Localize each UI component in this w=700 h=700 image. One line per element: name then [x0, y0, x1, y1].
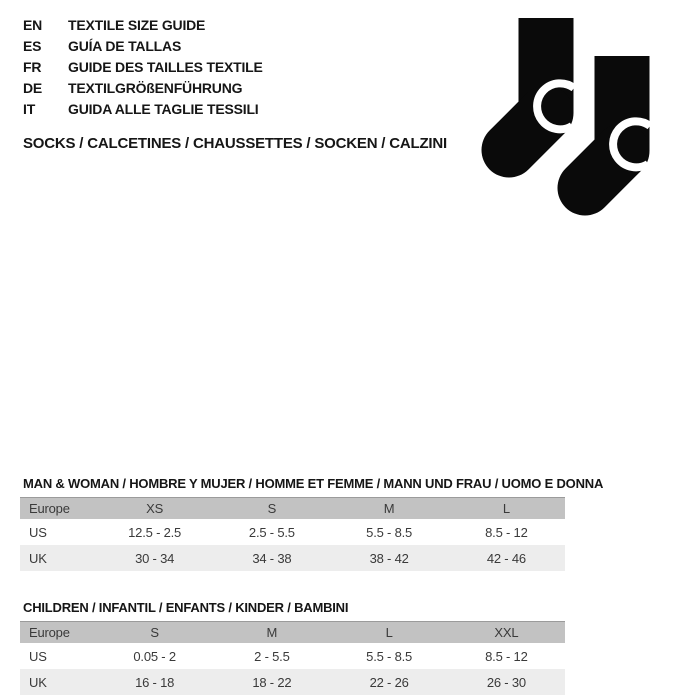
size-cell: 22 - 26	[369, 674, 409, 690]
column-header: Europe	[20, 622, 96, 644]
table-row	[20, 643, 565, 669]
size-cell: 2 - 5.5	[254, 648, 290, 664]
language-label: GUÍA DE TALLAS	[68, 38, 182, 54]
region-cell: US	[29, 524, 47, 540]
size-cell: 34 - 38	[252, 550, 292, 566]
column-header: L	[448, 498, 565, 520]
table-header-row	[20, 498, 565, 520]
language-label: TEXTILGRÖßENFÜHRUNG	[68, 80, 243, 96]
column-header: XXL	[448, 622, 565, 644]
sock-shape-left	[509, 18, 574, 150]
column-header: M	[213, 622, 330, 644]
column-header: Europe	[20, 498, 96, 520]
table-row	[20, 519, 565, 545]
size-cell: 30 - 34	[135, 550, 175, 566]
size-table-adults	[20, 476, 604, 571]
region-cell: US	[29, 648, 47, 664]
language-code: ES	[23, 38, 42, 54]
children-size-table	[20, 621, 565, 695]
language-row	[23, 36, 263, 57]
language-label: GUIDE DES TAILLES TEXTILE	[68, 59, 263, 75]
size-cell: 16 - 18	[135, 674, 175, 690]
column-header: S	[213, 498, 330, 520]
table-header-row	[20, 622, 565, 644]
adults-size-table	[20, 497, 565, 571]
region-cell: UK	[29, 674, 47, 690]
size-cell: 2.5 - 5.5	[248, 524, 295, 540]
column-header: S	[96, 622, 213, 644]
size-cell: 12.5 - 2.5	[128, 524, 182, 540]
language-row	[23, 57, 263, 78]
size-cell: 42 - 46	[486, 550, 526, 566]
sock-shape-right	[585, 56, 650, 188]
language-label: TEXTILE SIZE GUIDE	[68, 17, 206, 33]
region-cell: UK	[29, 550, 47, 566]
table-title-adults: MAN & WOMAN / HOMBRE Y MUJER / HOMME ET FEMME / MANN UND FRAU / UOMO E DONNA	[23, 476, 604, 491]
size-cell: 26 - 30	[486, 674, 526, 690]
column-header: XS	[96, 498, 213, 520]
pair-of-socks-icon	[478, 18, 670, 228]
language-label: GUIDA ALLE TAGLIE TESSILI	[68, 101, 259, 117]
table-row	[20, 669, 565, 695]
table-row	[20, 545, 565, 571]
language-row	[23, 99, 263, 120]
language-code: IT	[23, 101, 36, 117]
size-cell: 38 - 42	[369, 550, 409, 566]
language-row	[23, 15, 263, 36]
size-cell: 8.5 - 12	[485, 648, 528, 664]
language-code: FR	[23, 59, 42, 75]
language-block	[23, 15, 263, 120]
language-code: DE	[23, 80, 43, 96]
size-cell: 5.5 - 8.5	[366, 648, 413, 664]
column-header: L	[331, 622, 448, 644]
size-cell: 0.05 - 2	[133, 648, 176, 664]
size-cell: 8.5 - 12	[485, 524, 528, 540]
table-title-children: CHILDREN / INFANTIL / ENFANTS / KINDER / BAMBINI	[23, 600, 349, 615]
size-cell: 18 - 22	[252, 674, 292, 690]
size-table-children	[20, 601, 565, 695]
category-title: SOCKS / CALCETINES / CHAUSSETTES / SOCKEN / CALZINI	[23, 135, 448, 152]
language-code: EN	[23, 17, 43, 33]
language-row	[23, 78, 263, 99]
column-header: M	[331, 498, 448, 520]
size-cell: 5.5 - 8.5	[366, 524, 413, 540]
